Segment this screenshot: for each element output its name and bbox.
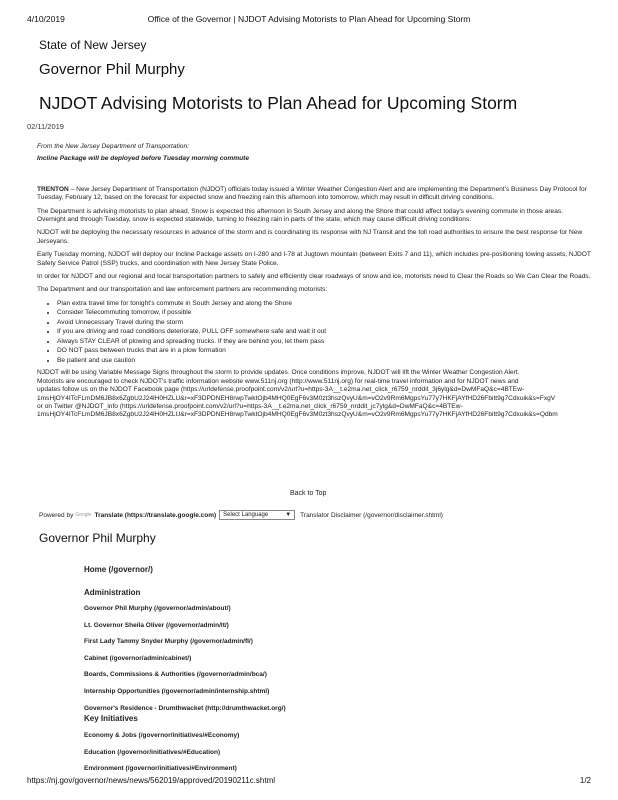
language-select-label: Select Language	[223, 512, 269, 518]
nav-link[interactable]: Environment (/governor/initiatives/#Environment)	[84, 765, 237, 773]
nav-link[interactable]: Governor's Residence - Drumthwacket (http://drumthwacket.org/)	[84, 704, 286, 712]
translate-link[interactable]: Translate (https://translate.google.com)	[94, 511, 217, 519]
list-item: • Avoid Unnecessary Travel during the storm	[57, 319, 593, 327]
nav-link[interactable]: Economy & Jobs (/governor/initiatives/#Economy)	[84, 732, 240, 739]
nav-link[interactable]: Lt. Governor Sheila Oliver (/governor/admin/lt/)	[84, 621, 229, 629]
nav-link[interactable]: Internship Opportunities (/governor/admin/internship.shtml)	[84, 687, 270, 695]
paragraph-7-line[interactable]: updates follow us on the NJDOT Facebook page (https://urldefense.proofpoint.com/v2/url?u=https-3A__t.e2ma.net_click_r6759_nrddit_3j6ylg&d=DwMFaQ&c=4BTEw-	[37, 386, 525, 394]
paragraph-7-line[interactable]: or on Twitter @NJDOT_info (https://urldefense.proofpoint.com/v2/url?u=https-3A__t.e2ma.net_click_r6759_nrddit_jc7ylg&d=DwMFaQ&c=4BTEw-	[37, 402, 463, 410]
key-initiatives-heading: Key Initiatives	[84, 714, 138, 723]
administration-list	[84, 605, 286, 721]
list-item: • Be patient and use caution	[57, 357, 593, 365]
paragraph-1	[37, 186, 593, 203]
translator-disclaimer-link[interactable]: Translator Disclaimer (/governor/disclaimer.shtml)	[300, 511, 443, 519]
dateline: TRENTON	[37, 185, 69, 193]
recommendation-list	[37, 300, 593, 365]
article-subhead: Incline Package will be deployed before Tuesday morning commute	[37, 155, 250, 163]
back-to-top-link[interactable]: Back to Top	[290, 490, 327, 497]
print-footer	[27, 776, 591, 785]
print-url: https://nj.gov/governor/news/news/562019/approved/20190211c.shtml	[27, 776, 276, 785]
paragraph-3: NJDOT will be deploying the necessary resources in advance of the storm and is coordinating its response with NJ Transit and the toll road authorities to ensure the best response for New Jerseyans.	[37, 229, 583, 245]
page-title: NJDOT Advising Motorists to Plan Ahead for Upcoming Storm	[39, 93, 518, 113]
nav-link[interactable]: Boards, Commissions & Authorities (/governor/admin/bca/)	[84, 671, 267, 679]
powered-by-label: Powered by	[39, 511, 74, 519]
list-item: • If you are driving and road conditions deteriorate, PULL OFF somewhere safe and wait it out	[57, 328, 593, 336]
key-initiatives-list	[84, 732, 239, 782]
paragraph-7-line: NJDOT will be using Variable Message Signs throughout the storm to provide updates. Once conditions improve, NJDOT will lift the Winter Weather Congestion Alert.	[37, 369, 520, 377]
paragraph-5: In order for NJDOT and our regional and local transportation partners to safely and efficiently clear roadways of snow and ice, motorists need to Clear the Roads so We Can Clear the Roads.	[37, 273, 591, 281]
governor-title[interactable]: Governor Phil Murphy	[39, 61, 185, 78]
publish-date: 02/11/2019	[27, 122, 64, 131]
paragraph-2: The Department is advising motorists to plan ahead. Snow is expected this afternoon in South Jersey and along the Shore that could affect today's evening commute in those areas. Overnight and through Tuesday, snow is expected statewide, turning to freezing rain in parts of the state, which may cause difficult driving conditions.	[37, 207, 564, 224]
paragraph-7	[37, 369, 593, 419]
paragraph-4: Early Tuesday morning, NJDOT will deploy our Incline Package assets on I-280 and I-78 at Jugtown mountain (between Exits 7 and 11), which includes pre-positioning towing assets, NJDOT Safety Service Patrol (SSP) trucks, and coordination with New Jersey State Police.	[37, 251, 591, 267]
paragraph-6: The Department and our transportation and law enforcement partners are recommending motorists:	[37, 286, 328, 294]
language-select[interactable]	[219, 510, 295, 520]
paragraph-1-text: – New Jersey Department of Transportation (NJDOT) officials today issued a Winter Weather Congestion Alert and are implementing the Department's Business Day Protocol for Tuesday, February 12, based on the forecast for expected snow and freezing rain this afternoon into tomorrow, which may result in difficult driving conditions.	[37, 185, 587, 202]
page-number: 1/2	[579, 776, 591, 785]
footer-title: Governor Phil Murphy	[39, 531, 156, 545]
list-item: • Always STAY CLEAR of plowing and spreading trucks. If they are behind you, let them pass	[57, 338, 593, 346]
paragraph-7-line[interactable]: Motorists are encouraged to check NJDOT's traffic information website www.511nj.org (http://www.511nj.org) for real-time travel information and for NJDOT news and	[37, 377, 519, 385]
nav-link[interactable]: First Lady Tammy Snyder Murphy (/governor/admin/fl/)	[84, 638, 253, 646]
list-item: • DO NOT pass between trucks that are in a plow formation	[57, 347, 593, 355]
administration-heading: Administration	[84, 588, 141, 597]
chevron-down-icon: ▼	[285, 512, 292, 518]
paragraph-7-line[interactable]: 1msHjOY4ITcFLmDM6JB8x6ZgbU2J24lH0HZLU&r=xF3DPDNEH8rwpTwktOjb4MHQ0EgF6v3M0zt3hszQvyU&m=vO2v9Rm6MgpsYu77y7HKFjAYfHD26Fbitt9g7Cdxuik&s=FxgV	[37, 394, 556, 402]
article-body	[37, 143, 593, 420]
nav-home-link[interactable]: Home (/governor/)	[84, 565, 153, 574]
google-logo: Google	[75, 512, 92, 518]
paragraph-7-line[interactable]: 1msHjOY4ITcFLmDM6JB8x6ZgbU2J24lH0HZLU&r=xF3DPDNEH8rwpTwktOjb4MHQ0EgF6v3M0zt3hszQvyU&m=vO2v9Rm6MgpsYu77y7HKFjAYfHD26Fbitt9g7Cdxuik&s=Qdbm	[37, 411, 558, 419]
print-title: Office of the Governor | NJDOT Advising Motorists to Plan Ahead for Upcoming Storm	[147, 14, 471, 24]
nav-link[interactable]: Cabinet (/governor/admin/cabinet/)	[84, 654, 192, 662]
state-label[interactable]: State of New Jersey	[39, 38, 147, 52]
list-item: • Plan extra travel time for tonight's commute in South Jersey and along the Shore	[57, 300, 593, 308]
article-source: From the New Jersey Department of Transportation:	[37, 143, 189, 150]
list-item: • Consider Telecommuting tomorrow, if possible	[57, 309, 593, 317]
nav-link[interactable]: Education (/governor/initiatives/#Education)	[84, 748, 221, 756]
translate-bar	[39, 510, 443, 520]
print-date: 4/10/2019	[27, 14, 65, 24]
print-header	[27, 14, 591, 28]
nav-link[interactable]: Governor Phil Murphy (/governor/admin/about/)	[84, 605, 231, 612]
